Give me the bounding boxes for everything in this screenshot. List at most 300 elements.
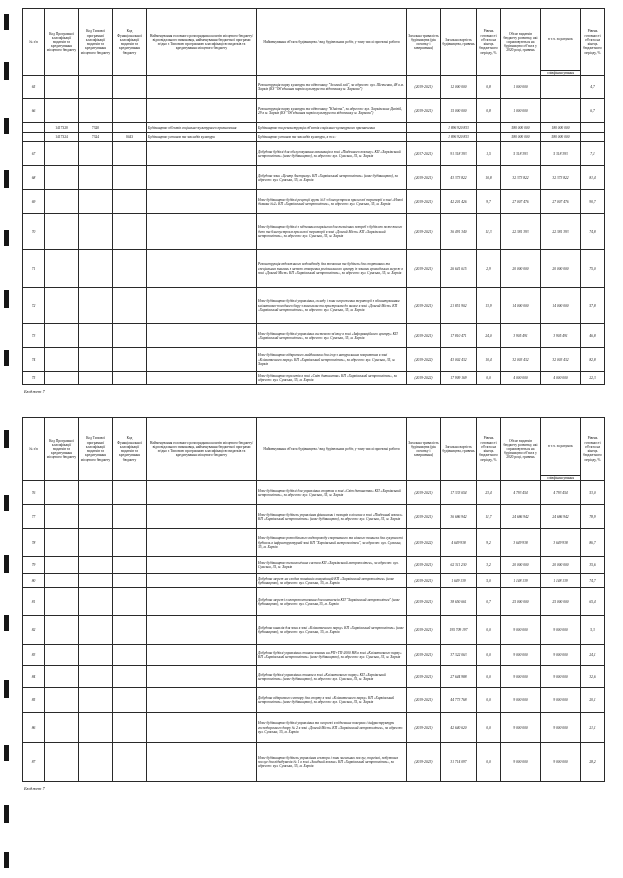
cell-functional-code [113, 99, 147, 123]
cell-name [147, 348, 257, 372]
cell-num: 68 [23, 166, 45, 190]
cell-program-code [45, 688, 79, 713]
cell-period: (2019-2021) [407, 688, 441, 713]
budget-table [22, 8, 605, 385]
punch-hole [4, 290, 9, 308]
cell-volume: 24 686 942 [501, 505, 541, 529]
cell-typical-code [79, 166, 113, 190]
header-incl: в т.ч. за рахунок [541, 418, 581, 476]
cell-object: Реконструкція вздовжнього водовідводу для точкових та будівель для спортивних та спеціальних змагань з метою створення регіонального центру із зонами громадських мереж в зоні «Довгий Міст» КП «Харківський метрополітен», за адресою: вул. Сумська, 35, м. Харків [257, 250, 407, 288]
cell-readiness: 24,0 [477, 324, 501, 348]
table-row [23, 99, 605, 123]
table-row [23, 588, 605, 616]
header-volume: Обсяг видатків бюджету розвитку, які спрямовуються на будівництво об'єкта у 2020 році, гривень [501, 9, 541, 76]
cell-name [147, 372, 257, 385]
cell-readiness-end: 75,0 [581, 250, 605, 288]
cell-typical-code [79, 713, 113, 743]
punch-hole [4, 350, 9, 366]
table-row [23, 288, 605, 324]
cell-readiness-end: 7,1 [581, 142, 605, 166]
header-typical-code: Код Типової програмної класифікації видатків та кредитування місцевого бюджету [79, 9, 113, 76]
cell-readiness-end: 46,8 [581, 324, 605, 348]
cell-typical-code [79, 588, 113, 616]
cell-incl: 20 000 000 [541, 557, 581, 574]
cell-incl [541, 76, 581, 99]
cell-name [147, 288, 257, 324]
cell-program-code [45, 142, 79, 166]
cell-readiness: 10,4 [477, 348, 501, 372]
cell-cost: 42 201 426 [441, 190, 477, 214]
cell-name [147, 481, 257, 505]
cell-cost: 27 644 988 [441, 666, 477, 688]
header-incl-sub: співфінансування [541, 71, 581, 76]
cell-readiness: 23,4 [477, 481, 501, 505]
table-row [23, 142, 605, 166]
cell-readiness-end: 57,8 [581, 288, 605, 324]
cell-readiness-end: 86,7 [581, 529, 605, 557]
cell-volume: 25 000 000 [501, 588, 541, 616]
table-row [23, 505, 605, 529]
cell-period: (2019-2021) [407, 99, 441, 123]
cell-period: (2019-2022) [407, 372, 441, 385]
cell-cost: 1 896 920 853 [441, 123, 477, 133]
cell-name [147, 505, 257, 529]
cell-cost: 38 650 661 [441, 588, 477, 616]
cell-program-code [45, 713, 79, 743]
cell-volume: 9 000 000 [501, 713, 541, 743]
punch-hole [4, 852, 9, 868]
cell-program-code [45, 481, 79, 505]
cell-period: (2019-2021) [407, 557, 441, 574]
cell-name [147, 99, 257, 123]
cell-object: Нове будівництво будівлі з підземним паркінгом для технічних потреб з будівлею пожежного депо та благоустроєм прилеглої території в зоні «Довгий Міст» КП «Харківський метрополітен», за адресою: вул. Сумська, 35, м. Харків [257, 214, 407, 250]
cell-incl: 4 000 000 [541, 372, 581, 385]
cell-object: Реконструкція парку культури та відпочинку "Зелений гай", за адресою: вул. Шевченка, 48 в м. Харків (КЗ "Об'єднання парків культури та відпочинку м. Харкова") [257, 76, 407, 99]
cell-name [147, 713, 257, 743]
cell-period: (2019-2021) [407, 324, 441, 348]
cell-functional-code [113, 616, 147, 645]
header-incl-sub: співфінансування [541, 476, 581, 481]
cell-program-code [45, 529, 79, 557]
cell-num: 74 [23, 348, 45, 372]
cell-functional-code [113, 123, 147, 133]
cell-program-code [45, 743, 79, 782]
cell-readiness: 1,5 [477, 142, 501, 166]
cell-functional-code [113, 588, 147, 616]
cell-cost: 44 773 768 [441, 688, 477, 713]
cell-volume: 22 381 393 [501, 214, 541, 250]
cell-object: Нове будівництво будівлі управління та огорожі в підземних поверхах і інфраструктури господарського двору № 2 в зоні «Довгий Міст» КП «Харківський метрополітен», за адресою: вул. Сумська, 35, м. Харків [257, 713, 407, 743]
punch-hole [4, 170, 9, 188]
cell-volume: 9 000 000 [501, 743, 541, 782]
table-row [23, 166, 605, 190]
cell-readiness-end [581, 133, 605, 142]
cell-typical-code [79, 645, 113, 666]
cell-program-code [45, 505, 79, 529]
cell-readiness: 2,9 [477, 250, 501, 288]
punch-hole [4, 615, 9, 631]
cell-readiness: 0,7 [477, 588, 501, 616]
cell-incl: 9 000 000 [541, 666, 581, 688]
cell-cost: 21 851 902 [441, 288, 477, 324]
table-row [23, 713, 605, 743]
cell-volume: 9 000 000 [501, 688, 541, 713]
cell-object: Реконструкція парку культури та відпочинку "Юність", за адресою: вул. Харківських Дивізій, 29 в м. Харків (КЗ "Об'єднання парків культури та відпочинку м. Харкова") [257, 99, 407, 123]
punch-hole [4, 230, 9, 246]
cell-cost: 17 909 169 [441, 372, 477, 385]
cell-readiness-end: 4,7 [581, 76, 605, 99]
cell-object: Нове будівництво будівель управління фінансами і товарів в кіосках в зоні «Південний вокзал» КП «Харківський метрополітен» (нове будівництво), за адресою: вул. Сумська, 35, м. Харків [257, 505, 407, 529]
cell-object: Нове будівництво будівлі рецепції групи №3 з благоустроєм прилеглої території в зоні «Нової ділянки №2» КП «Харківський метрополітен», за адресою: вул. Сумська, 35, м. Харків [257, 190, 407, 214]
cell-readiness-end: 74,8 [581, 214, 605, 250]
cell-typical-code: 7324 [79, 133, 113, 142]
sheet-2 [22, 417, 618, 791]
cell-name [147, 688, 257, 713]
cell-readiness: 5,0 [477, 574, 501, 588]
table-row [23, 324, 605, 348]
cell-cost: 36 491 340 [441, 214, 477, 250]
cell-incl: 9 000 000 [541, 713, 581, 743]
cell-readiness-end: 21,1 [581, 713, 605, 743]
header-readiness: Рівень готовності об'єкта на кінець бюджетного періоду, % [477, 9, 501, 76]
cell-program-code: 1417320 [45, 123, 79, 133]
cell-typical-code [79, 99, 113, 123]
cell-incl [541, 99, 581, 123]
cell-typical-code [79, 76, 113, 99]
cell-functional-code [113, 666, 147, 688]
cell-object: Будівництво та реконструкція об'єктів соціально-культурного призначення [257, 123, 407, 133]
cell-program-code [45, 324, 79, 348]
cell-num: 79 [23, 557, 45, 574]
cell-functional-code [113, 688, 147, 713]
cell-cost: 91 318 393 [441, 142, 477, 166]
table-row [23, 76, 605, 99]
cell-num: 78 [23, 529, 45, 557]
cell-period: (2019-2021) [407, 214, 441, 250]
header-cost: Загальна вартість будівництва, гривень [441, 418, 477, 481]
cell-typical-code [79, 557, 113, 574]
cell-volume: 580 000 000 [501, 123, 541, 133]
cell-name [147, 588, 257, 616]
cell-typical-code [79, 481, 113, 505]
cell-readiness: 11,3 [477, 214, 501, 250]
cell-program-code [45, 666, 79, 688]
cell-period [407, 123, 441, 133]
header-name: Найменування головного розпорядника коштів місцевого бюджету/ відповідального виконавця, найменування бюджетної програми згідно з Типовою програмною класифікацією видатків та кредитування місцевого бюджету [147, 9, 257, 76]
cell-volume: 9 000 000 [501, 616, 541, 645]
cell-name [147, 616, 257, 645]
cell-name [147, 557, 257, 574]
cell-volume: 32 373 822 [501, 166, 541, 190]
cell-typical-code [79, 324, 113, 348]
cell-incl: 22 381 393 [541, 214, 581, 250]
cell-readiness: 9,2 [477, 529, 501, 557]
header-volume: Обсяг видатків бюджету розвитку, які спрямовуються на будівництво об'єкта у 2020 році, гривень [501, 418, 541, 481]
cell-object: Нове будівництво туалетів в зоні «Світ дитинства» КП «Харківський метрополітен», за адресою: вул. Сумська, 35, м. Харків [257, 372, 407, 385]
cell-name [147, 142, 257, 166]
cell-program-code [45, 99, 79, 123]
header-readiness-end: Рівень готовності об'єкта на кінець бюджетного періоду, % [581, 9, 605, 76]
cell-incl: 1 148 139 [541, 574, 581, 588]
cell-name [147, 214, 257, 250]
cell-readiness-end: 5,3 [581, 616, 605, 645]
cell-typical-code [79, 529, 113, 557]
cell-cost: 17 333 654 [441, 481, 477, 505]
cell-functional-code: 0443 [113, 133, 147, 142]
cell-readiness-end: 20,1 [581, 688, 605, 713]
header-num: № з/п [23, 418, 45, 481]
cell-incl: 25 000 000 [541, 588, 581, 616]
cell-incl: 3 905 491 [541, 324, 581, 348]
header-program-code: Код Програмної класифікації видатків та кредитування місцевого бюджету [45, 418, 79, 481]
table-row [23, 123, 605, 133]
cell-functional-code [113, 743, 147, 782]
cell-incl: 32 373 822 [541, 166, 581, 190]
cell-num: 66 [23, 99, 45, 123]
cell-readiness-end: 53,0 [581, 481, 605, 505]
table-row [23, 481, 605, 505]
cell-incl: 20 000 000 [541, 250, 581, 288]
cell-incl: 5 318 393 [541, 142, 581, 166]
cell-program-code [45, 214, 79, 250]
cell-period: (2019-2021) [407, 574, 441, 588]
cell-period: (2017-2021) [407, 142, 441, 166]
cell-period: (2019-2021) [407, 166, 441, 190]
table-row [23, 616, 605, 645]
punch-hole-strip [0, 0, 18, 878]
cell-object: Добудова будівлі управління станом зонами на РП+ТП-2000 НВ в зоні «Кліматичного парку» КП «Харківський метрополітен» (нове будівництво), за адресою: вул. Сумська, 35, м. Харків [257, 645, 407, 666]
cell-cost: 31 714 097 [441, 743, 477, 782]
cell-functional-code [113, 166, 147, 190]
cell-program-code: 1417324 [45, 133, 79, 142]
cell-period: (2019-2022) [407, 348, 441, 372]
cell-name: Будівництво установ та закладів культури [147, 133, 257, 142]
cell-program-code [45, 250, 79, 288]
cell-period: (2019-2021) [407, 505, 441, 529]
table-row [23, 557, 605, 574]
cell-readiness-end: 35,6 [581, 557, 605, 574]
header-readiness-end: Рівень готовності об'єкта на кінець бюджетного періоду, % [581, 418, 605, 481]
cell-incl: 9 000 000 [541, 688, 581, 713]
cell-typical-code [79, 250, 113, 288]
cell-typical-code [79, 288, 113, 324]
cell-volume: 9 000 000 [501, 666, 541, 688]
cell-object: Добудова каналів для зони в зоні «Кліматичного парку» КП «Харківський метрополітен» (нове будівництво), за адресою: вул. Сумська, 35, м. Харків [257, 616, 407, 645]
cell-readiness: 13,9 [477, 288, 501, 324]
cell-program-code [45, 190, 79, 214]
cell-period: (2019-2021) [407, 713, 441, 743]
cell-volume: 1 000 000 [501, 76, 541, 99]
cell-functional-code [113, 142, 147, 166]
cell-num: 72 [23, 288, 45, 324]
header-functional-code: Код Функціональної класифікації видатків та кредитування бюджету [113, 418, 147, 481]
cell-object: Нове будівництво розподільчого водопроводу спортивного та нічного тоннеля для сукупності будівель в інфраструктурній зоні КП "Харківський метрополітен", за адресою: вул. Сумська, 35, м. Харків [257, 529, 407, 557]
cell-incl: 4 793 454 [541, 481, 581, 505]
cell-period: (2019-2021) [407, 645, 441, 666]
header-object: Найменування об'єкта будівництва / вид будівельних робіт, у тому числі проектні роботи [257, 418, 407, 481]
cell-functional-code [113, 288, 147, 324]
sheet-1 [22, 8, 618, 394]
cell-readiness-end: 81,4 [581, 166, 605, 190]
cell-volume: 3 905 491 [501, 324, 541, 348]
cell-typical-code [79, 743, 113, 782]
cell-period: (2019-2021) [407, 190, 441, 214]
cell-cost: 62 311 230 [441, 557, 477, 574]
cell-program-code [45, 557, 79, 574]
cell-readiness: 3,2 [477, 557, 501, 574]
cell-name [147, 166, 257, 190]
punch-hole [4, 14, 9, 30]
punch-hole [4, 118, 9, 134]
cell-readiness: 0,0 [477, 688, 501, 713]
cell-program-code [45, 288, 79, 324]
cell-incl: 9 000 000 [541, 616, 581, 645]
cell-object: Добудова відкритого сектору для спорту в зоні «Кліматичного парку» КП «Харківський метрополітен» (нове будівництво), за адресою: вул. Сумська, 35, м. Харків [257, 688, 407, 713]
cell-cost: 43 373 822 [441, 166, 477, 190]
cell-functional-code [113, 505, 147, 529]
cell-object: Нове будівництво будівлі управління системою зв'язку в зоні «Інформаційного центру» КП «Харківський метрополітен», за адресою: вул. Сумська, 35, м. Харків [257, 324, 407, 348]
table-row [23, 214, 605, 250]
cell-readiness-end: 65,4 [581, 588, 605, 616]
cell-readiness-end: 24,1 [581, 645, 605, 666]
cell-name [147, 76, 257, 99]
cell-object: Нове будівництво будівель управління сектора і зони загальних послуг, торгівлі, побутових послуг для відвідувачів № 1 в зоні «Західний вокзал» КП «Харківський метрополітен», за адресою: вул. Сумська, 35, м. Харків [257, 743, 407, 782]
cell-incl: 9 000 000 [541, 645, 581, 666]
cell-cost: 195 709 197 [441, 616, 477, 645]
cell-name [147, 645, 257, 666]
cell-readiness: 0,0 [477, 713, 501, 743]
cell-volume: 1 000 000 [501, 99, 541, 123]
cell-readiness: 9,7 [477, 190, 501, 214]
header-incl: в т.ч. за рахунок [541, 9, 581, 71]
cell-name [147, 666, 257, 688]
punch-hole [4, 745, 9, 761]
cell-readiness-end: 74,7 [581, 574, 605, 588]
header-cost: Загальна вартість будівництва, гривень [441, 9, 477, 76]
cell-functional-code [113, 190, 147, 214]
cell-num: 69 [23, 190, 45, 214]
cell-readiness: 11,7 [477, 505, 501, 529]
cell-typical-code [79, 214, 113, 250]
cell-functional-code [113, 250, 147, 288]
cell-cost: 4 649 938 [441, 529, 477, 557]
cell-readiness: 0,8 [477, 99, 501, 123]
cell-readiness [477, 123, 501, 133]
cell-functional-code [113, 574, 147, 588]
cell-cost: 17 810 471 [441, 324, 477, 348]
cell-num [23, 123, 45, 133]
cell-num: 75 [23, 372, 45, 385]
punch-hole [4, 62, 9, 80]
cell-volume: 4 000 000 [501, 372, 541, 385]
cell-period [407, 133, 441, 142]
cell-num: 71 [23, 250, 45, 288]
cell-num: 77 [23, 505, 45, 529]
cell-program-code [45, 76, 79, 99]
table-row [23, 190, 605, 214]
header-typical-code: Код Типової програмної класифікації видатків та кредитування місцевого бюджету [79, 418, 113, 481]
cell-readiness-end: 90,7 [581, 190, 605, 214]
cell-name: Будівництво об'єктів соціально-культурного призначення [147, 123, 257, 133]
cell-readiness-end [581, 123, 605, 133]
cell-object: Нове будівництво відкритого майданчика для ігор з натуральним покриттям в зоні «Кліматичного парку» КП «Харківський метрополітен», за адресою: вул. Сумська, 35, м. Харків [257, 348, 407, 372]
table-row [23, 574, 605, 588]
cell-num: 67 [23, 142, 45, 166]
cell-readiness-end: 28,2 [581, 743, 605, 782]
header-name: Найменування головного розпорядника коштів місцевого бюджету/ відповідального виконавця, найменування бюджетної програми згідно з Типовою програмною класифікацією видатків та кредитування місцевого бюджету [147, 418, 257, 481]
cell-functional-code [113, 529, 147, 557]
cell-program-code [45, 588, 79, 616]
cell-typical-code [79, 505, 113, 529]
cell-cost: 1 649 139 [441, 574, 477, 588]
cell-num: 76 [23, 481, 45, 505]
cell-typical-code [79, 688, 113, 713]
cell-period: (2019-2023) [407, 743, 441, 782]
cell-period: (2019-2021) [407, 588, 441, 616]
cell-readiness: 0,0 [477, 645, 501, 666]
cell-object: Добудова будівлі управління станом в зоні «Кліматичного парку» КП «Харківський метрополітен» (нове будівництво), за адресою: вул. Сумська, 35, м. Харків [257, 666, 407, 688]
cell-num: 80 [23, 574, 45, 588]
cell-volume: 32 003 432 [501, 348, 541, 372]
header-period: Загальна тривалість будівництва (рік початку і завершення) [407, 9, 441, 76]
cell-readiness-end: 82,8 [581, 348, 605, 372]
cell-volume: 14 000 000 [501, 288, 541, 324]
cell-cost: 36 686 942 [441, 505, 477, 529]
cell-num: 82 [23, 616, 45, 645]
cell-num: 81 [23, 588, 45, 616]
cell-cost: 37 322 063 [441, 645, 477, 666]
cell-readiness-end: 78,9 [581, 505, 605, 529]
cell-object: Добудова будівлі для обслуговування мешканців в зоні «Південного вокзалу» КП «Харківський метрополітен» (нове будівництво), за адресою: вул. Сумська, 35, м. Харків [257, 142, 407, 166]
cell-num: 70 [23, 214, 45, 250]
cell-readiness: 0,0 [477, 743, 501, 782]
table-row [23, 133, 605, 142]
cell-num: 86 [23, 713, 45, 743]
cell-program-code [45, 616, 79, 645]
table-row [23, 529, 605, 557]
cell-volume: 27 007 476 [501, 190, 541, 214]
cell-object: Добудова зони «Центр Акстриму» КП «Харківський метрополітен» (нове будівництво), за адресою: вул. Сумська, 35, м. Харків [257, 166, 407, 190]
cell-period: (2019-2021) [407, 76, 441, 99]
cell-readiness: 0,0 [477, 616, 501, 645]
cell-period: (2019-2021) [407, 250, 441, 288]
cell-incl: 580 000 000 [541, 133, 581, 142]
cell-num [23, 133, 45, 142]
header-readiness: Рівень готовності об'єкта на кінець бюджетного періоду, % [477, 418, 501, 481]
cell-typical-code [79, 190, 113, 214]
cell-incl: 180 000 000 [541, 123, 581, 133]
cell-cost: 1 896 920 853 [441, 133, 477, 142]
punch-hole [4, 555, 9, 573]
header-period: Загальна тривалість будівництва (рік початку і завершення) [407, 418, 441, 481]
cell-cost: 42 640 620 [441, 713, 477, 743]
cell-num: 87 [23, 743, 45, 782]
cell-typical-code [79, 142, 113, 166]
cell-readiness-end: 22,3 [581, 372, 605, 385]
cell-readiness-end: 32,6 [581, 666, 605, 688]
cell-functional-code [113, 324, 147, 348]
cell-incl: 32 003 432 [541, 348, 581, 372]
cell-typical-code [79, 348, 113, 372]
cell-functional-code [113, 76, 147, 99]
cell-volume: 20 000 000 [501, 250, 541, 288]
cell-readiness-end: 6,7 [581, 99, 605, 123]
cell-incl: 24 686 942 [541, 505, 581, 529]
cell-num: 65 [23, 76, 45, 99]
header-functional-code: Код Функціональної класифікації видатків та кредитування бюджету [113, 9, 147, 76]
header-object: Найменування об'єкта будівництва / вид будівельних робіт, у тому числі проектні роботи [257, 9, 407, 76]
punch-hole [4, 430, 9, 448]
